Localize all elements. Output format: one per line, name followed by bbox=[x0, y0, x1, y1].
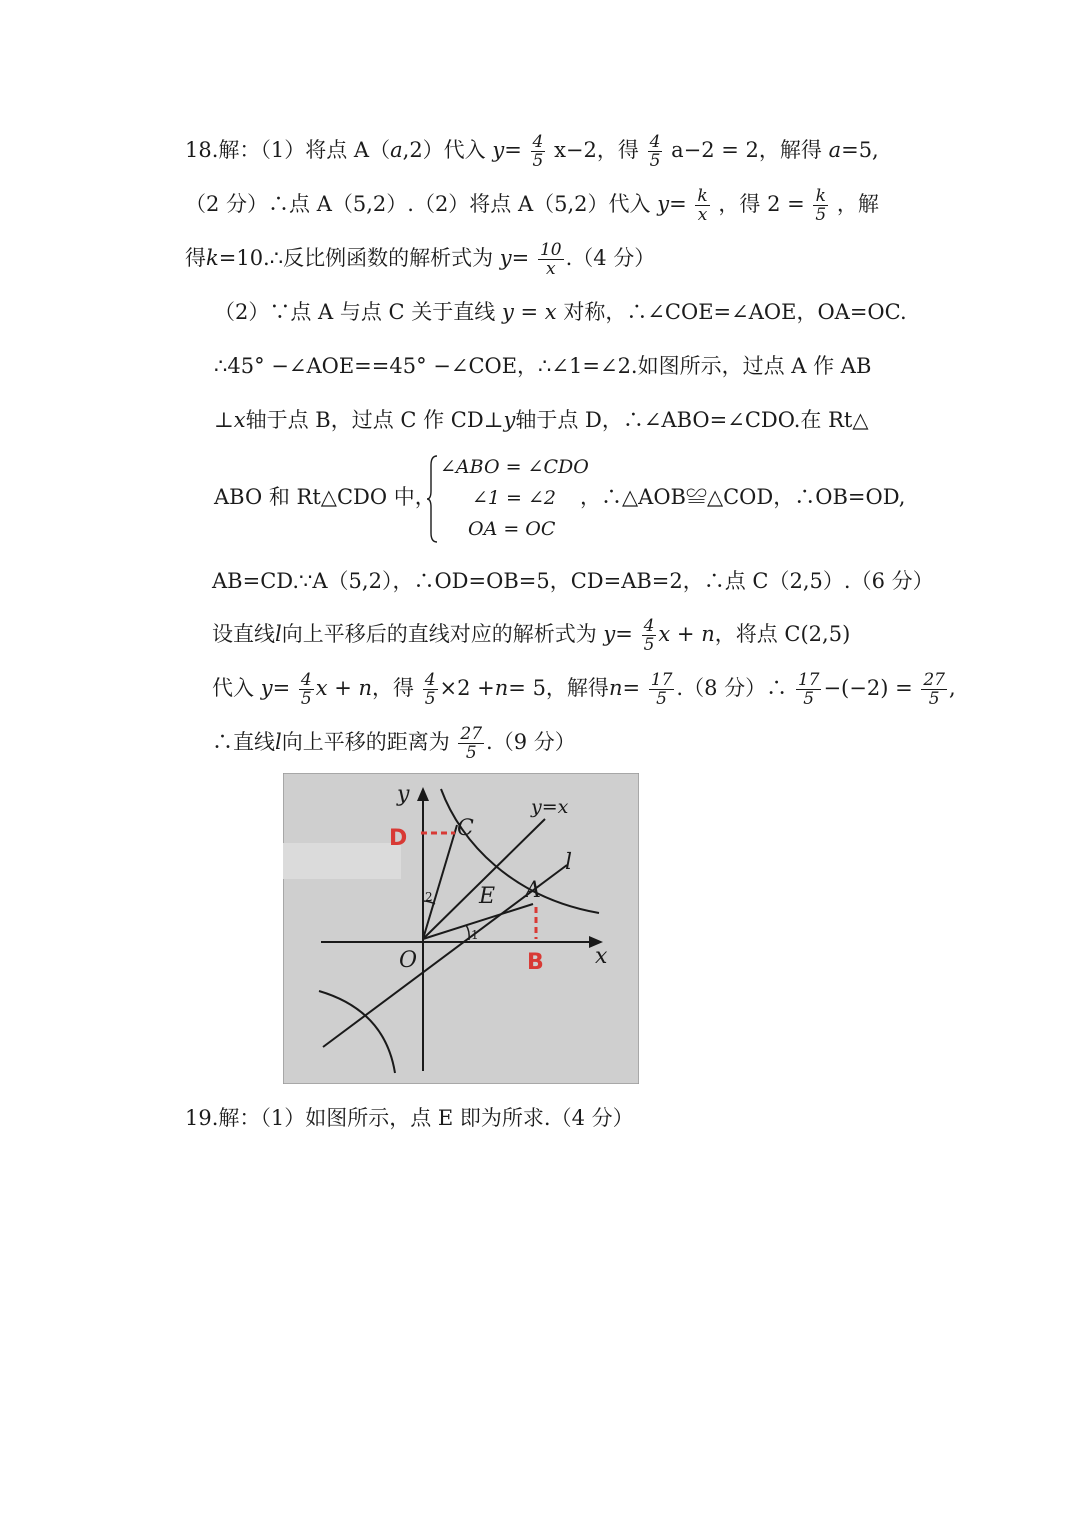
fraction: $\frac{k}{x}$ bbox=[697, 186, 708, 225]
geometry-figure bbox=[283, 773, 639, 1084]
solution-18-line-11: ∴直线l向上平移的距离为 $\frac{27}{5}$ .（9 分） bbox=[212, 724, 576, 763]
solution-18-line-10: 代入 y= $\frac{4}{5}$ x + n，得 $\frac{4}{5}$ ×2 +n= 5，解得n= $\frac{17}{5}$ .（8 分）∴ $\frac{17}{5}$ −(−2) = $\frac{27}{5}$ , bbox=[212, 670, 956, 709]
label-x: x bbox=[595, 944, 608, 969]
fraction: $\frac{k}{5}$ bbox=[815, 186, 827, 225]
fraction: $\frac{27}{5}$ bbox=[460, 724, 483, 763]
figure-light-patch bbox=[283, 843, 401, 879]
fraction: $\frac{4}{5}$ bbox=[532, 132, 544, 171]
label-angle-2: 2 bbox=[425, 890, 433, 904]
equation-1: ∠ABO = ∠CDO bbox=[440, 456, 589, 478]
solution-18-line-5: ∴45° −∠AOE==45° −∠COE，∴∠1=∠2.如图所示，过点 A 作 AB bbox=[214, 354, 872, 378]
fraction: $\frac{17}{5}$ bbox=[650, 670, 673, 709]
fraction: $\frac{4}{5}$ bbox=[300, 670, 312, 709]
solution-18-line-7-right: ，∴△AOB≌△COD，∴OB=OD, bbox=[580, 485, 906, 509]
label-O: O bbox=[399, 948, 418, 973]
label-y: y bbox=[397, 782, 410, 807]
solution-18-line-9: 设直线l向上平移后的直线对应的解析式为 y= $\frac{4}{5}$ x + n，将点 C(2,5) bbox=[212, 616, 851, 655]
label-A: A bbox=[525, 878, 541, 903]
fraction: $\frac{4}{5}$ bbox=[643, 616, 655, 655]
label-l: l bbox=[565, 850, 573, 875]
fraction: $\frac{4}{5}$ bbox=[424, 670, 436, 709]
fraction: $\frac{17}{5}$ bbox=[797, 670, 820, 709]
solution-18-line-7-left: ABO 和 Rt△CDO 中， bbox=[214, 485, 436, 509]
fraction: $\frac{10}{x}$ bbox=[539, 240, 562, 279]
solution-18-line-8: AB=CD.∵A（5,2），∴OD=OB=5，CD=AB=2，∴点 C（2,5）.（6 分） bbox=[212, 569, 934, 593]
label-E: E bbox=[479, 884, 496, 909]
equation-2: ∠1 = ∠2 bbox=[472, 487, 557, 509]
label-B: B bbox=[527, 950, 544, 975]
figure-svg bbox=[283, 773, 639, 1084]
solution-19-line-1: 19.解：（1）如图所示，点 E 即为所求.（4 分） bbox=[185, 1106, 634, 1130]
fraction: $\frac{4}{5}$ bbox=[649, 132, 661, 171]
label-angle-1: 1 bbox=[471, 928, 479, 942]
label-y-equals-x: y=x bbox=[531, 796, 569, 818]
solution-18-line-6: ⊥x轴于点 B，过点 C 作 CD⊥y轴于点 D，∴∠ABO=∠CDO.在 Rt△ bbox=[214, 408, 869, 432]
solution-18-line-4: （2）∵点 A 与点 C 关于直线 y = x 对称，∴∠COE=∠AOE，OA=OC. bbox=[214, 300, 907, 324]
fraction: $\frac{27}{5}$ bbox=[923, 670, 945, 709]
solution-18-line-3: 得k=10.∴反比例函数的解析式为 y= $\frac{10}{x}$ .（4 分） bbox=[185, 240, 656, 279]
label-C: C bbox=[457, 816, 474, 841]
equation-system-brace bbox=[426, 455, 438, 543]
equation-3: OA = OC bbox=[468, 518, 556, 540]
label-D: D bbox=[389, 826, 408, 851]
solution-18-line-1: 18.解：（1）将点 A（a,2）代入 y= $\frac{4}{5}$ x−2，得 $\frac{4}{5}$ a−2 = 2，解得 a=5, bbox=[185, 132, 879, 171]
solution-18-line-2: （2 分）∴点 A（5,2）.（2）将点 A（5,2）代入 y= $\frac{k}{x}$ ，得 2 = $\frac{k}{5}$ ，解 bbox=[185, 186, 879, 225]
